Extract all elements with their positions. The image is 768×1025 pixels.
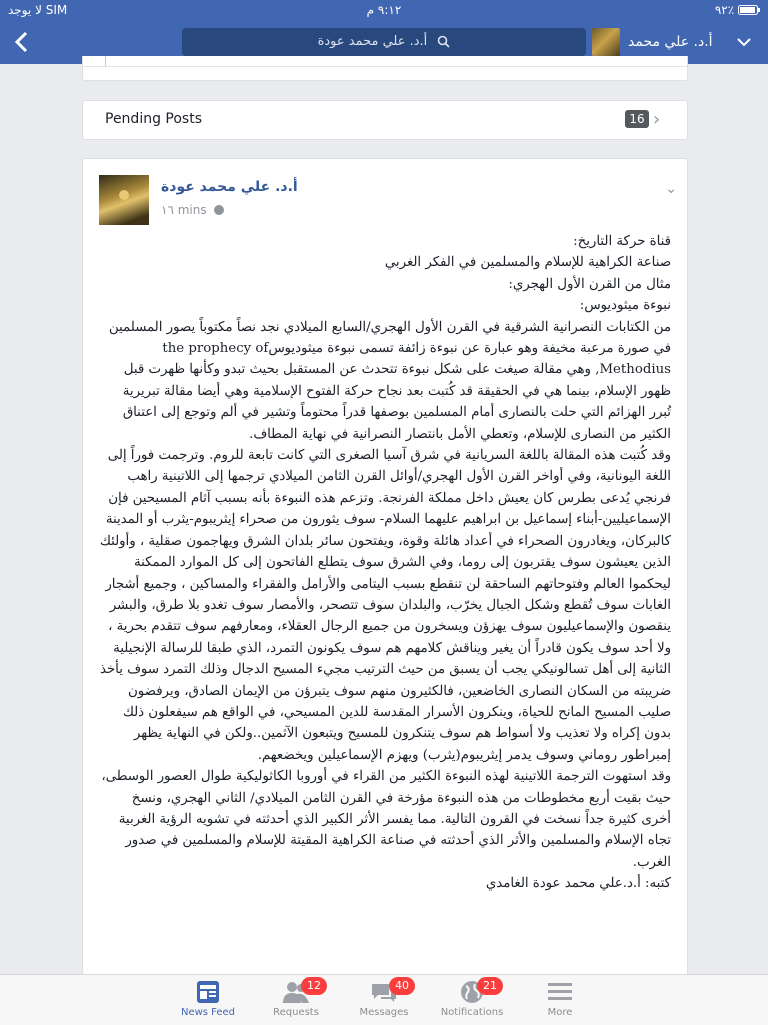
search-text: أ.د. علي محمد عودة	[317, 34, 428, 49]
post-card	[82, 158, 688, 980]
post-paragraph: مثال من القرن الأول الهجري:	[508, 276, 671, 292]
news-feed-icon	[193, 979, 223, 1005]
avatar	[592, 28, 620, 56]
post-author[interactable]: أ.د. علي محمد عودة	[161, 179, 298, 195]
pending-posts-row[interactable]	[82, 100, 688, 140]
menu-icon	[545, 979, 575, 1005]
tab-more[interactable]	[518, 979, 602, 1023]
tab-bar	[0, 974, 768, 1025]
messages-badge: 40	[389, 977, 415, 995]
search-icon	[437, 35, 450, 48]
chevron-left-icon	[12, 30, 32, 54]
notifications-badge: 21	[477, 977, 503, 995]
post-meta	[161, 203, 224, 217]
post-paragraph: كتبه: أ.د.علي محمد عودة الغامدي	[485, 876, 671, 892]
divider	[83, 66, 687, 67]
tab-label: More	[547, 1007, 573, 1018]
battery-percent: ٩٢٪	[714, 3, 735, 17]
tab-label: Requests	[273, 1007, 319, 1018]
previous-card	[82, 56, 688, 81]
post-body	[99, 231, 671, 895]
avatar[interactable]	[99, 175, 149, 225]
pending-posts-label: Pending Posts	[105, 111, 203, 127]
post-paragraph: وقد استهوت الترجمة اللاتينية لهذه النبوءة الكثير من القراء في أوروبا الكاثوليكية طوال العصور الوسطى، حيث بقيت أربع مخطوطات من هذه النبوءة مؤرخة في القرن الثامن الميلادي/ الثاني الهجري، ونسخ أخرى كثيرة جداً نسخت في القرون التالية. مما يفسر الأثر الكبير الذي أحدثته في تشويه الرؤية الغربية تجاه الإسلام والمسلمين والأثر الذي أحدثته في صناعة الكراهية المقيتة للإسلام والمسلمين في صدور الغرب.	[101, 769, 671, 870]
post-time[interactable]: ١٦ mins	[161, 203, 207, 217]
nav-profile[interactable]	[592, 28, 713, 56]
tab-news-feed[interactable]	[166, 979, 250, 1023]
back-button[interactable]	[8, 28, 36, 56]
post-paragraph: وقد كُتبت هذه المقالة باللغة السريانية في شرق آسيا الصغرى التي كانت تابعة للروم. وترجمت فوراً إلى اللغة اليونانية، وفي أواخر القرن الأول الهجري/أوائل القرن الثامن الميلادي ترجمها إلى اللاتينية راهب فرنجي يُدعى بطرس كان يعيش داخل مملكة الفرنجة. وتزعم هذه النبوءة بأنه بسبب آثام المسيحين فإن الإسماعيليين-أبناء إسماعيل بن ابراهيم عليهما السلام- سوف يثورون من صحراء إيثريبوم-يثرب أو المدينة كالبركان، ويغادرون الصحراء في أعداد هائلة وقوة، ويفتحون سائر بلدان الشرق ويهاجمون صقلية ، وأولئك الذين يعيشون سوف يقتربون إلى روما، وفي الشرق سوف يتطلع الفاتحون إلى كل الموارد الممكنة ليحكموا العالم وفتوحاتهم الساحقة لن تنقطع بسبب اليتامى والأرامل والفقراء والمساكين ، وجميع أشجار الغابات سوف تُقطع وشكل الجبال يخرّب، والبلدان سوف تتصحر، والأمصار سوف تغدو بلا طرق، والبشر ينقصون والإسماعيليون سوف يهزؤن ويسخرون من جميع الرجال العقلاء، ومعارفهم سوف تتقدم بحرية ، ولا أحد سوف يكون قادراً أن يغير ويناقش كلامهم هم سوف يكونون التمرد، الذي طبقا للرسالة الإنجيلية الثانية إلى أهل تسالونيكي يجب أن يسبق من حيث الترتيب مجيء المسيح الدجال وذلك التمرد سوف يأخذ ضريبته من السكان النصارى الخاضعين، فالكثيرون منهم سوف يتبرؤن من الإيمان الصادق، ويرفضون صليب المسيح المانح للحياة، وينكرون الأسرار المقدسة للدين المسيحي، في الواقع هم سيفعلون ذلك بدون إكراه ولا تعذيب ولا أسواط هم سوف يتنكرون للمسيح ويتبعون الآثمين..ولكن في النهاية يظهر إمبراطور روماني وسوف يدمر إيثريبوم(يثرب) ويهزم الإسماعيلين ويخضعهم.	[99, 448, 671, 763]
tab-label: Notifications	[440, 1007, 504, 1018]
requests-badge: 12	[301, 977, 327, 995]
post-paragraph: نبوءة ميثوديوس:	[579, 298, 671, 314]
post-paragraph: قناة حركة التاريخ:	[573, 234, 671, 249]
globe-icon	[214, 205, 224, 215]
tab-label: Messages	[359, 1007, 409, 1018]
chevron-down-icon[interactable]: ⌄	[665, 181, 677, 197]
carrier-label: لا يوجد SIM	[8, 3, 68, 17]
tab-label: News Feed	[180, 1007, 236, 1018]
divider	[105, 56, 106, 66]
post-paragraph: من الكتابات النصرانية الشرقية في القرن الأول الهجري/السابع الميلادي نجد نصاً مكتوباً يصور المسلمين في صورة مرعبة مخيفة وهو عبارة عن نبوءة زائفة تسمى نبوءة ميثوديوسthe prophecy of Methodius, وهي مقالة صيغت على شكل نبوءة تتحدث عن المستقبل بحيث تبدو وكأنها ظهرت قبل ظهور الإسلام، بينما هي في الحقيقة قد كُتبت بعد نجاح حركة الفتوح الإسلامية وهي أيضا مقالة تبريرية تُبرر الهزائم التي حلت بالنصارى أمام المسلمين بوصفها قدراً محتوماً وتشير في ألم وتوجع إلى اعتناق الكثير من النصارى للإسلام، وتعطي الأمل بانتصار النصرانية في نهاية المطاف.	[108, 319, 671, 442]
search-input[interactable]	[182, 28, 586, 56]
tab-requests[interactable]	[254, 979, 338, 1023]
clock: ٩:١٢ م	[366, 3, 402, 17]
profile-name: أ.د. علي محمد	[628, 34, 713, 50]
tab-notifications[interactable]	[430, 979, 514, 1023]
status-bar	[0, 0, 768, 20]
tab-messages[interactable]	[342, 979, 426, 1023]
chevron-down-icon[interactable]	[734, 32, 754, 52]
post-paragraph: صناعة الكراهية للإسلام والمسلمين في الفكر الغربي	[384, 255, 671, 271]
battery-icon	[738, 5, 760, 15]
battery-indicator	[715, 3, 760, 17]
chevron-right-icon: ›	[653, 109, 661, 130]
pending-count-badge: 16	[625, 110, 649, 128]
